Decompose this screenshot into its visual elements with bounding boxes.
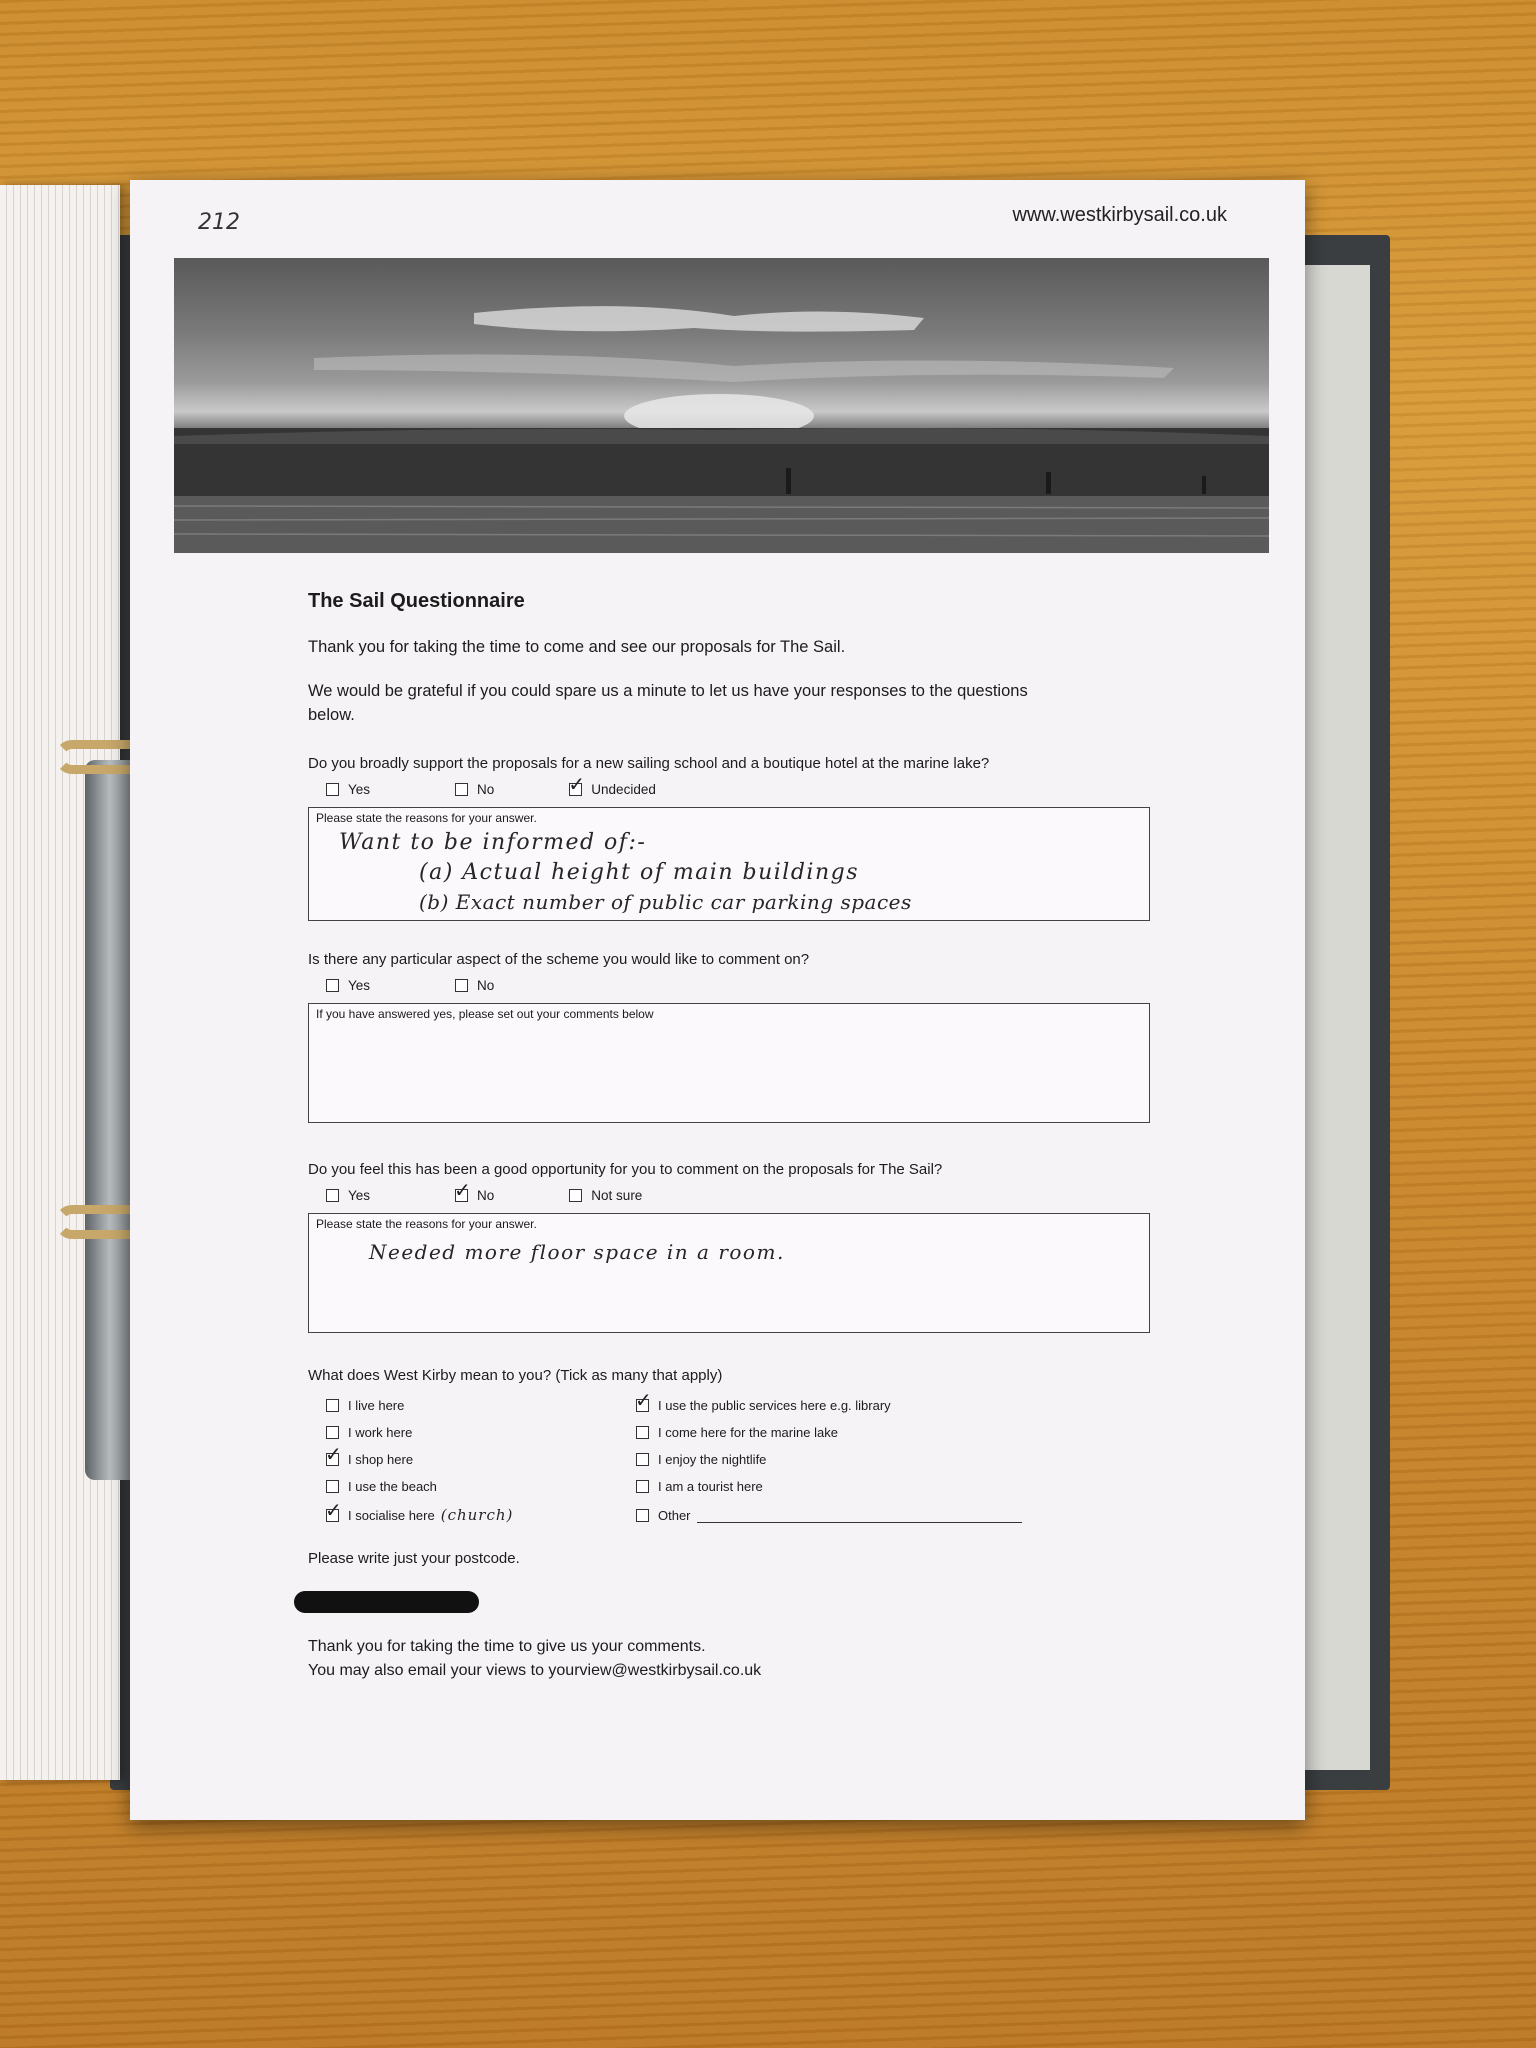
q1-box-label: Please state the reasons for your answer.	[316, 811, 537, 825]
q2-options	[326, 978, 1168, 993]
handwritten-answer-q3: Needed more floor space in a room.	[369, 1240, 785, 1264]
option-marine-lake[interactable]: I come here for the marine lake	[636, 1425, 1066, 1440]
west-kirby-options	[325, 1388, 1168, 1524]
check-mark-icon: ✓	[325, 1497, 342, 1522]
q3-options	[326, 1178, 1168, 1203]
q3-answer-box[interactable]	[308, 1213, 1150, 1333]
option-use-beach[interactable]: I use the beach	[326, 1479, 636, 1494]
checkbox[interactable]	[455, 979, 468, 992]
q3-option-yes[interactable]: Yes	[326, 1188, 370, 1203]
handwritten-note-church: (church)	[440, 1506, 514, 1524]
q1-option-no[interactable]: No	[455, 782, 494, 797]
checkbox-checked[interactable]	[568, 772, 586, 796]
check-mark-icon: ✓	[568, 772, 586, 796]
checkbox[interactable]	[636, 1426, 649, 1439]
option-work-here[interactable]: I work here	[326, 1425, 636, 1440]
checkbox-checked[interactable]	[454, 1178, 471, 1202]
option-nightlife[interactable]: I enjoy the nightlife	[636, 1452, 1066, 1467]
check-mark-icon: ✓	[635, 1388, 652, 1412]
q2-answer-box[interactable]	[308, 1003, 1150, 1123]
checkbox[interactable]	[326, 783, 339, 796]
checkbox[interactable]	[636, 1509, 649, 1522]
checkbox[interactable]	[326, 1189, 339, 1202]
checkbox[interactable]	[326, 1399, 339, 1412]
website-url[interactable]: www.westkirbysail.co.uk	[1012, 204, 1227, 226]
checkbox[interactable]	[455, 783, 468, 796]
checkbox[interactable]	[636, 1480, 649, 1493]
option-other[interactable]: Other	[636, 1506, 1066, 1524]
option-shop-here[interactable]: ✓ I shop here	[325, 1442, 414, 1467]
handwritten-line-2: (a) Actual height of main buildings	[419, 860, 859, 885]
q3-box-label: Please state the reasons for your answer.	[316, 1217, 537, 1231]
questionnaire-form	[308, 590, 1168, 1683]
question-4: What does West Kirby mean to you? (Tick as many that apply)	[308, 1367, 723, 1384]
checkbox-checked[interactable]	[635, 1388, 652, 1412]
q2-box-label: If you have answered yes, please set out your comments below	[316, 1007, 654, 1021]
question-2: Is there any particular aspect of the scheme you would like to comment on?	[308, 951, 810, 968]
checkbox[interactable]	[636, 1453, 649, 1466]
option-socialise-here[interactable]: ✓ I socialise here (church)	[325, 1497, 514, 1524]
option-tourist[interactable]: I am a tourist here	[636, 1479, 1066, 1494]
closing-text	[308, 1635, 1168, 1683]
question-1: Do you broadly support the proposals for a new sailing school and a boutique hotel at the marine lake?	[308, 755, 990, 772]
intro-text-2: We would be grateful if you could spare us a minute to let us have your responses to the questions below.	[308, 682, 1028, 724]
handwritten-line-1: Want to be informed of:-	[339, 830, 647, 855]
checkbox[interactable]	[326, 1426, 339, 1439]
q3-option-no[interactable]: ✓ No	[454, 1178, 495, 1203]
checkbox[interactable]	[569, 1189, 582, 1202]
q1-option-undecided[interactable]: ✓ Undecided	[568, 772, 656, 797]
q2-option-yes[interactable]: Yes	[326, 978, 370, 993]
intro-text-1: Thank you for taking the time to come and see our proposals for The Sail.	[308, 638, 846, 656]
q3-option-not-sure[interactable]: Not sure	[569, 1188, 642, 1203]
option-public-services[interactable]: ✓ I use the public services here e.g. library	[635, 1388, 891, 1413]
check-mark-icon: ✓	[454, 1178, 471, 1202]
thanks-line-2: You may also email your views to yourview@westkirbysail.co.uk	[308, 1662, 762, 1679]
thanks-line-1: Thank you for taking the time to give us your comments.	[308, 1638, 706, 1655]
binder-inner-page	[1300, 265, 1370, 1770]
questionnaire-page	[130, 180, 1305, 1820]
q2-option-no[interactable]: No	[455, 978, 494, 993]
handwritten-line-3: (b) Exact number of public car parking spaces	[419, 890, 912, 914]
question-3: Do you feel this has been a good opportunity for you to comment on the proposals for The Sail?	[308, 1161, 943, 1178]
checkbox[interactable]	[326, 1480, 339, 1493]
q1-options	[326, 772, 1168, 797]
checkbox[interactable]	[326, 979, 339, 992]
handwritten-page-number: 212	[198, 210, 240, 235]
checkbox-checked[interactable]	[325, 1442, 342, 1466]
checkbox-checked[interactable]	[325, 1497, 342, 1522]
form-title: The Sail Questionnaire	[308, 590, 525, 612]
redacted-postcode	[294, 1591, 479, 1613]
q1-answer-box[interactable]	[308, 807, 1150, 921]
sunset-banner-image	[174, 258, 1269, 553]
q1-option-yes[interactable]: Yes	[326, 782, 370, 797]
check-mark-icon: ✓	[325, 1442, 342, 1466]
other-text-line[interactable]	[697, 1508, 1022, 1523]
option-live-here[interactable]: I live here	[326, 1398, 636, 1413]
postcode-prompt: Please write just your postcode.	[308, 1550, 520, 1567]
